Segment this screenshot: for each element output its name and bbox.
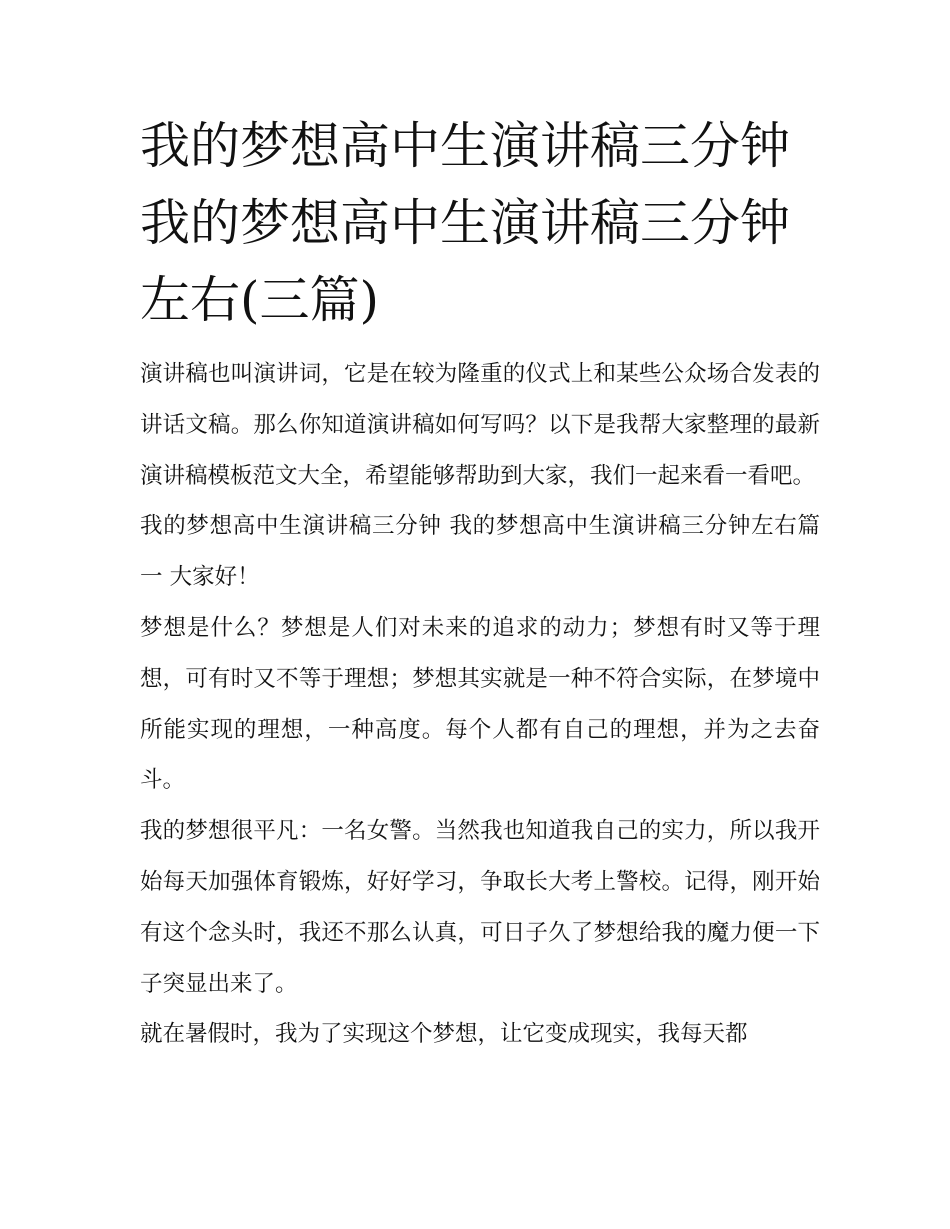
document-page: [140, 108, 820, 1060]
title-line-2: 我的梦想高中生演讲稿三分钟: [140, 194, 790, 252]
paragraph-4: 就在暑假时，我为了实现这个梦想，让它变成现实，我每天都: [140, 1021, 748, 1048]
paragraph-heading-1: 我的梦想高中生演讲稿三分钟 我的梦想高中生演讲稿三分钟左右篇一 大家好！: [140, 513, 820, 591]
paragraph-3: 我的梦想很平凡：一名女警。当然我也知道我自己的实力，所以我开始每天加强体育锻炼，好好学习，争取长大考上警校。记得，刚开始有这个念头时，我还不那么认真，可日子久了梦想给我的魔力便一下子突显出来了。: [140, 818, 820, 997]
document-body: [140, 349, 820, 1060]
document-title: [140, 108, 820, 339]
paragraph-intro: 演讲稿也叫演讲词，它是在较为隆重的仪式上和某些公众场合发表的讲话文稿。那么你知道演讲稿如何写吗？以下是我帮大家整理的最新演讲稿模板范文大全，希望能够帮助到大家，我们一起来看一看吧。: [140, 361, 820, 489]
title-line-1: 我的梦想高中生演讲稿三分钟: [140, 117, 790, 175]
title-line-3: 左右(三篇): [140, 271, 380, 329]
paragraph-2: 梦想是什么？梦想是人们对未来的追求的动力；梦想有时又等于理想，可有时又不等于理想；梦想其实就是一种不符合实际，在梦境中所能实现的理想，一种高度。每个人都有自己的理想，并为之去奋斗。: [140, 614, 820, 794]
